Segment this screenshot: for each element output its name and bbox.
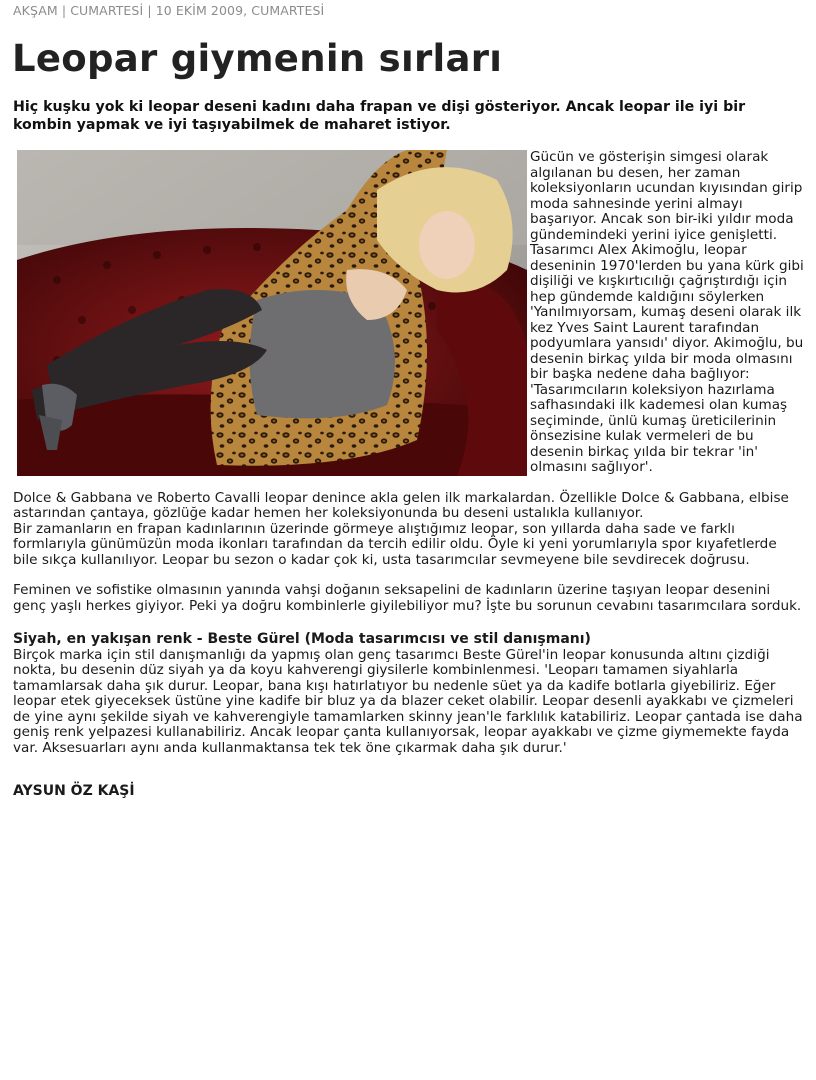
- paragraph-gap: [13, 476, 805, 491]
- photo-illustration: [17, 150, 527, 476]
- article-photo: [17, 150, 527, 476]
- expert-paragraph: Birçok marka için stil danışmanlığı da yapmış olan genç tasarımcı Beste Gürel'in leopar konusunda altını çizdiği nokta, bu desenin düz siyah ya da koyu kahverengi giysilerle kombinlenmesi. 'Leoparı tamamen siyahlarla tamamlarsak daha şık durur. Leopar, bana kışı hatırlatıyor bu nedenle süet ya da kadife botlarla giyebiliriz. Eğer leopar etek giyeceksek üstüne yine kadife bir bluz ya da blazer ceket olabilir. Leopar desenli ayakkabı ve çizmeleri de yine aynı şekilde siyah ve kahverengiyle tamamlarken skinny jean'le farklılık katabiliriz. Leopar çantada ise daha geniş renk yelpazesi kullanabiliriz. Ancak leopar çanta kullanıyorsak, leopar ayakkabı ve çizme giymemekte fayda var. Aksesuarları aynı anda kullanmaktansa tek tek öne çıkarmak daha şık durur.': [13, 646, 803, 756]
- section-subheading: Siyah, en yakışan renk - Beste Gürel (Moda tasarımcısı ve stil danışmanı): [13, 631, 591, 647]
- article-body: [13, 150, 805, 800]
- body-paragraph-3: Bir zamanların en frapan kadınlarının üzerinde görmeye alıştığımız leopar, son yıllarda daha sade ve farklı formlarıyla günümüzün moda ikonları tarafından da tercih edilir oldu. Öyle ki yeni yorumlarıyla spor kıyafetlerde bile sıkça kullanılıyor. Leopar bu sezon o kadar çok ki, usta tasarımcılar sevmeyene bile sevdirecek doğrusu.: [13, 520, 777, 568]
- dateline: AKŞAM | CUMARTESİ | 10 EKİM 2009, CUMARTESİ: [13, 3, 325, 18]
- article-title: Leopar giymenin sırları: [12, 37, 503, 80]
- body-paragraph-2: Dolce & Gabbana ve Roberto Cavalli leopar denince akla gelen ilk markalardan. Özellikle Dolce & Gabbana, elbise astarından çantaya, gözlüğe kadar hemen her koleksiyonunda bu deseni ustalıkla kullanıyor.: [13, 489, 789, 521]
- body-paragraph-1: Gücün ve gösterişin simgesi olarak algılanan bu desen, her zaman koleksiyonların ucundan kıyısından girip moda sahnesinde yerini almayı başarıyor. Ancak son bir-iki yıldır moda gündemindeki yerini iyice genişletti. Tasarımcı Alex Akimoğlu, leopar deseninin 1970'lerden bu yana kürk gibi dişiliği ve kışkırtıcılığı çağrıştırdığı için hep gündemde kaldığını söylerken 'Yanılmıyorsam, kumaş deseni olarak ilk kez Yves Saint Laurent tarafından podyumlara yansıdı' diyor. Akimoğlu, bu desenin birkaç yılda bir moda olmasını bir başka nedene daha bağlıyor: 'Tasarımcıların koleksiyon hazırlama safhasındaki ilk kademesi olan kumaş seçiminde, ünlü kumaş üreticilerinin önsezisine kulak vermeleri de bu desenin birkaç yılda bir tekrar 'in' olmasını sağlıyor'.: [530, 149, 804, 475]
- article-lead: Hiç kuşku yok ki leopar deseni kadını daha frapan ve dişi gösteriyor. Ancak leopar ile iyi bir kombin yapmak ve iyi taşıyabilmek de maharet istiyor.: [13, 99, 746, 133]
- author-name: AYSUN ÖZ KAŞİ: [13, 783, 135, 799]
- body-paragraph-4: Feminen ve sofistike olmasının yanında vahşi doğanın seksapelini de kadınların üzerine taşıyan leopar desenini genç yaşlı herkes giyiyor. Peki ya doğru kombinlerle giyilebiliyor mu? İşte bu sorunun cevabını tasarımcılara sorduk.: [13, 582, 802, 614]
- paragraph-gap: [13, 568, 805, 583]
